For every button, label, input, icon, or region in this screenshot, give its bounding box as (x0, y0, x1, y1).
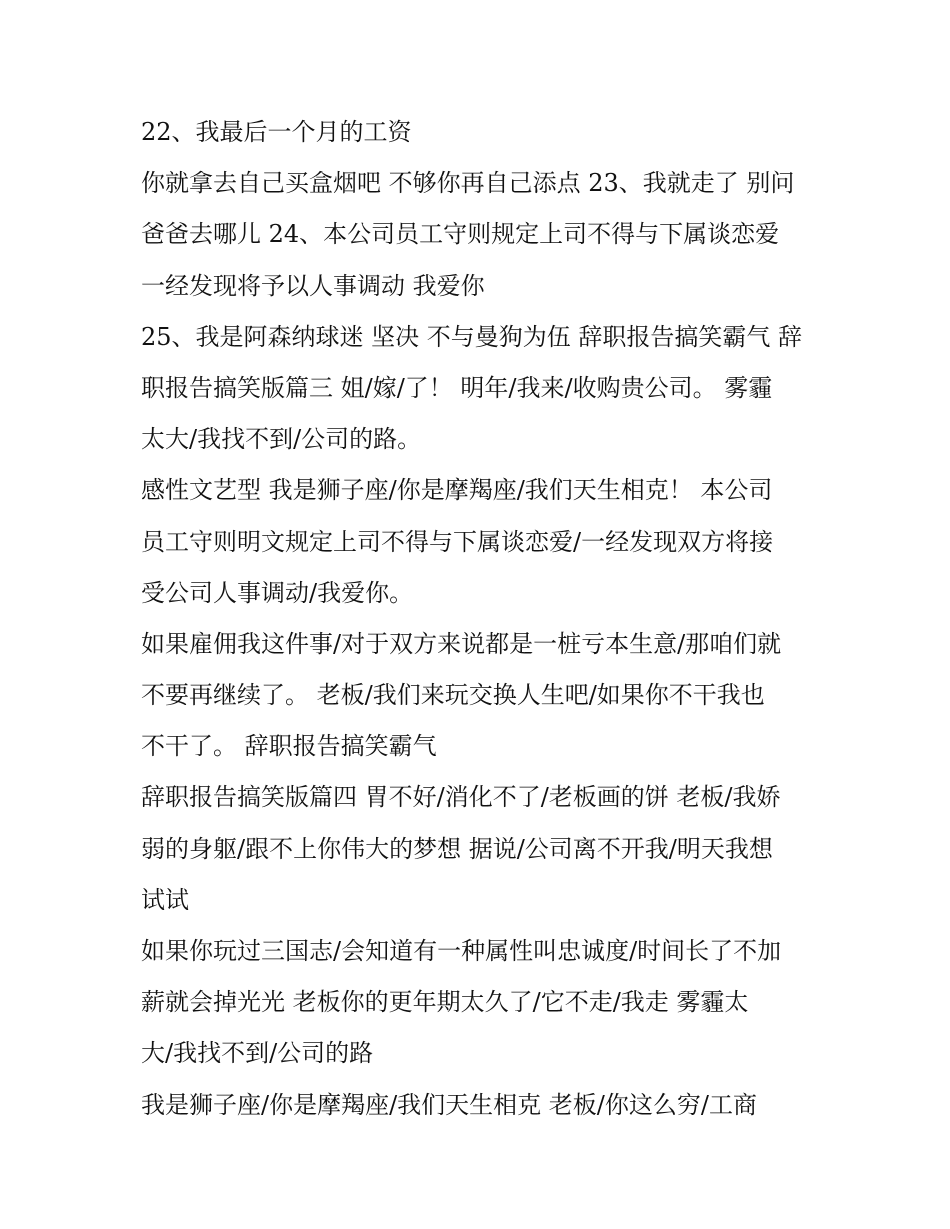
text-line: 如果你玩过三国志/会知道有一种属性叫忠诚度/时间长了不加 (141, 937, 782, 965)
text-line: 辞职报告搞笑版篇四 胃不好/消化不了/老板画的饼 老板/我娇 (141, 783, 781, 812)
text-line: 感性文艺型 我是狮子座/你是摩羯座/我们天生相克！ 本公司 (141, 476, 773, 505)
text-line: 受公司人事调动/我爱你。 (141, 578, 414, 607)
text-line: 如果雇佣我这件事/对于双方来说都是一桩亏本生意/那咱们就 (141, 629, 782, 658)
text-line: 不要再继续了。 老板/我们来玩交换人生吧/如果你不干我也 (141, 681, 765, 710)
document-body (141, 107, 841, 1131)
text-line: 弱的身躯/跟不上你伟大的梦想 据说/公司离不开我/明天我想 (141, 834, 773, 863)
text-line: 不干了。 辞职报告搞笑霸气 (141, 732, 437, 761)
text-line: 一经发现将予以人事调动 我爱你 (141, 271, 485, 300)
text-line: 我是狮子座/你是摩羯座/我们天生相克 老板/你这么穷/工商 (141, 1090, 757, 1119)
text-line: 爸爸去哪儿 24、本公司员工守则规定上司不得与下属谈恋爱 (141, 220, 780, 249)
text-line: 你就拿去自己买盒烟吧 不够你再自己添点 23、我就走了 别问 (141, 169, 795, 198)
text-line: 大/我找不到/公司的路 (141, 1039, 374, 1068)
text-line: 员工守则明文规定上司不得与下属谈恋爱/一经发现双方将接 (141, 527, 774, 556)
text-line: 太大/我找不到/公司的路。 (141, 425, 422, 454)
text-line: 25、我是阿森纳球迷 坚决 不与曼狗为伍 辞职报告搞笑霸气 辞 (141, 322, 803, 351)
text-line: 薪就会掉光光 老板你的更年期太久了/它不走/我走 雾霾太 (141, 988, 749, 1017)
text-line: 22、我最后一个月的工资 (141, 118, 412, 146)
text-line: 试试 (141, 885, 189, 914)
text-line: 职报告搞笑版篇三 姐/嫁/了！ 明年/我来/收购贵公司。 雾霾 (141, 373, 773, 402)
